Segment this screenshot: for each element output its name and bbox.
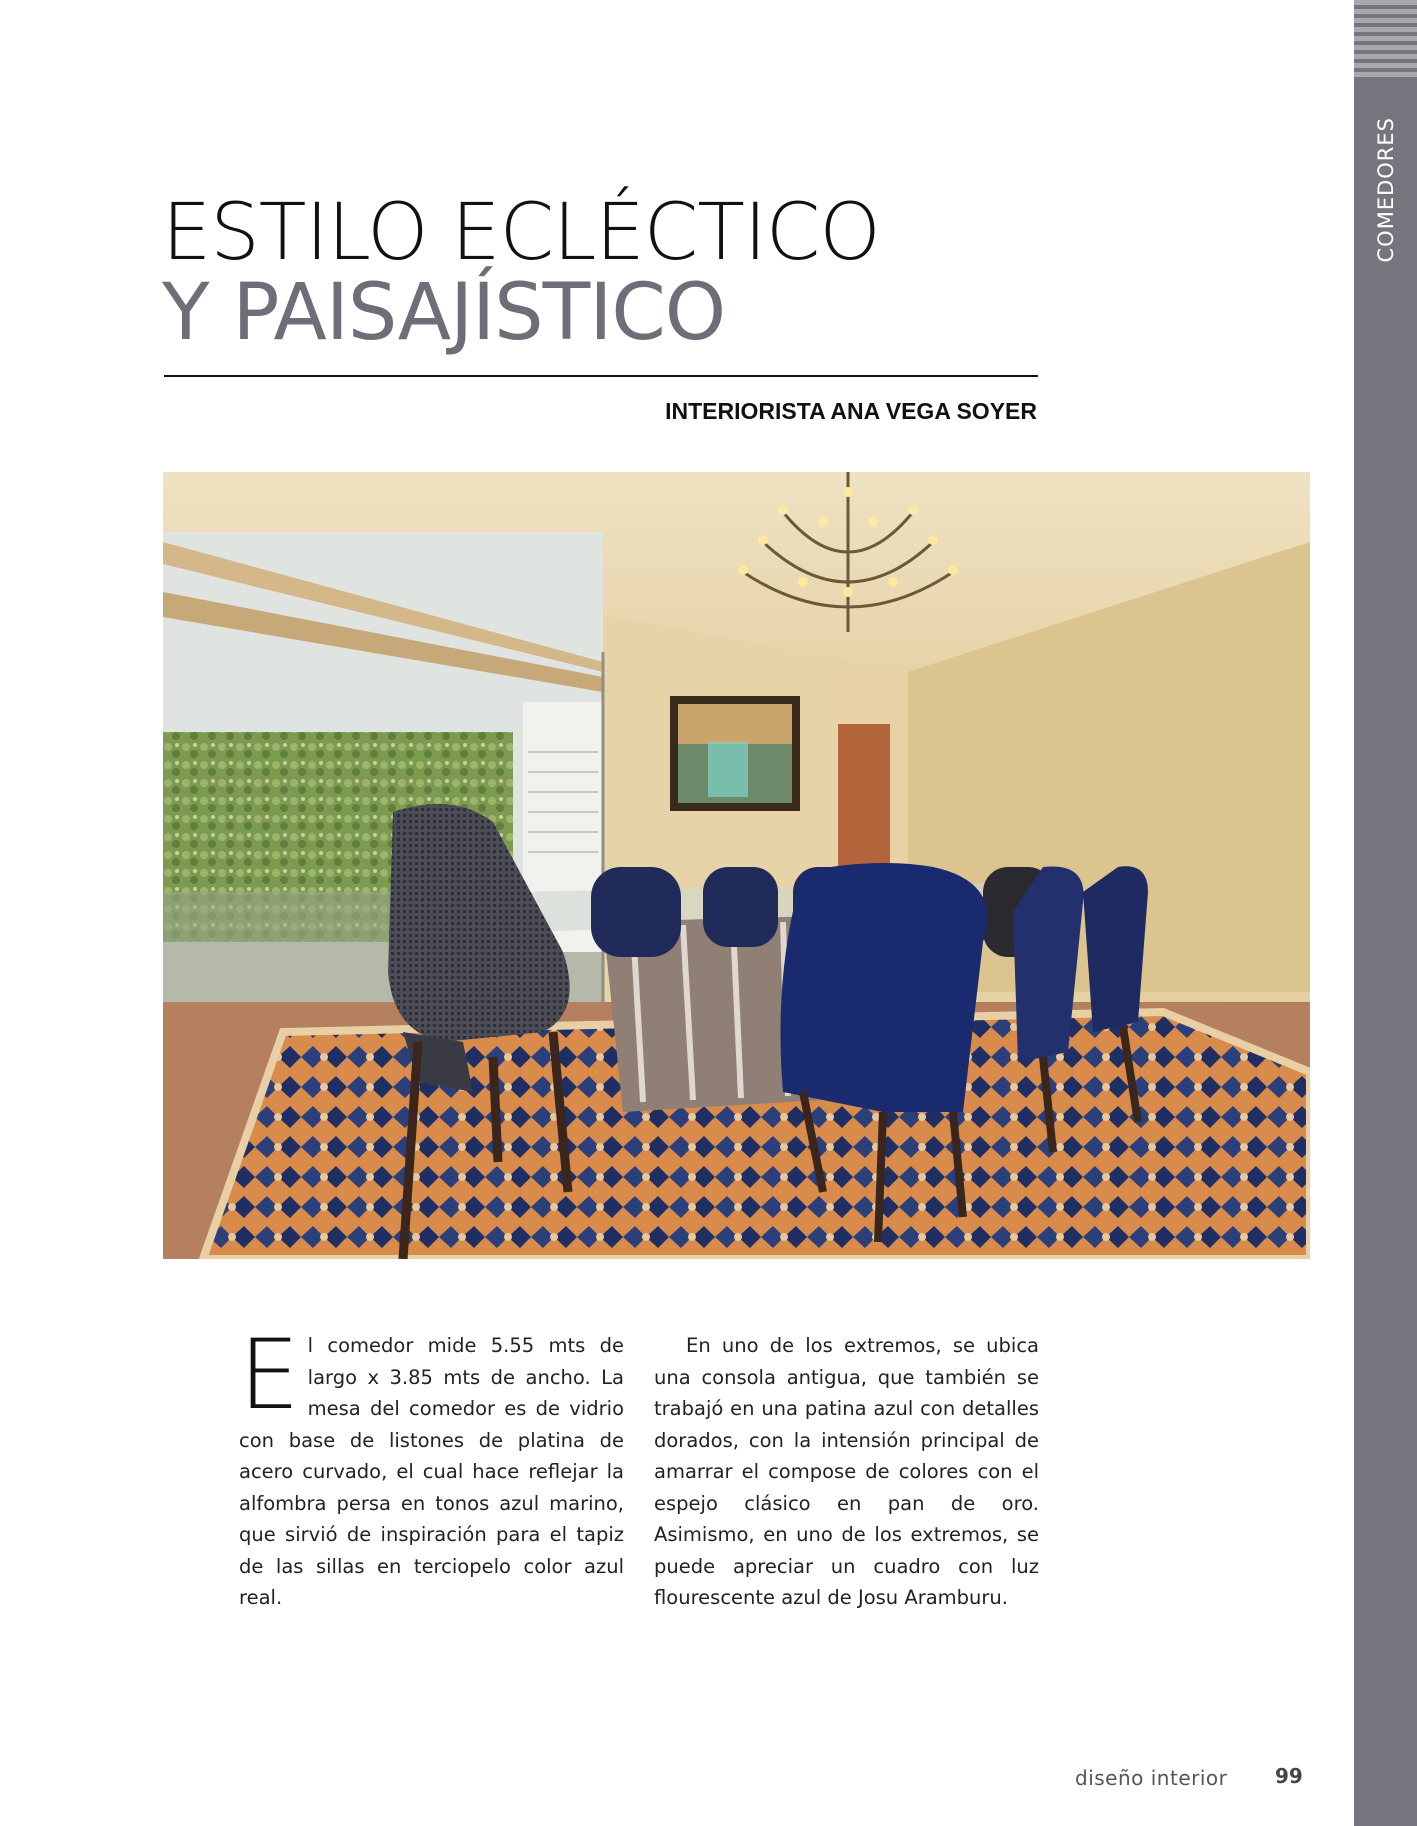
section-label: COMEDORES [1373,117,1398,263]
title-line-2: Y PAISAJÍSTICO [162,268,726,358]
dining-room-photo [163,472,1310,1259]
sidebar-stripes [1354,0,1417,92]
body-column-2 [654,1330,1039,1614]
page-number: 99 [1275,1764,1303,1788]
title-line-1: ESTILO ECLÉCTICO [162,188,880,278]
byline: INTERIORISTA ANA VEGA SOYER [665,398,1037,424]
magazine-name: diseño interior [1075,1766,1228,1790]
drop-cap: E [239,1319,300,1431]
title-rule [164,375,1038,377]
body-text-2: En uno de los extremos, se ubica una consola antigua, que también se trabajó en una patina azul con detalles dorados, con la intensión principal de amarrar el compose de colores con el espejo clásico en pan de oro. Asimismo, en uno de los extremos, se puede apreciar un cuadro con luz flourescente azul de Josu Aramburu. [654,1334,1039,1609]
body-text-1: l comedor mide 5.55 mts de largo x 3.85 mts de ancho. La mesa del comedor es de vidrio con base de listones de platina de acero curvado, el cual hace reflejar la alfombra persa en tonos azul marino, que sirvió de inspiración para el tapiz de las sillas en terciopelo color azul real. [239,1334,624,1609]
body-column-1 [239,1319,624,1614]
section-label-wrap [1354,100,1417,280]
